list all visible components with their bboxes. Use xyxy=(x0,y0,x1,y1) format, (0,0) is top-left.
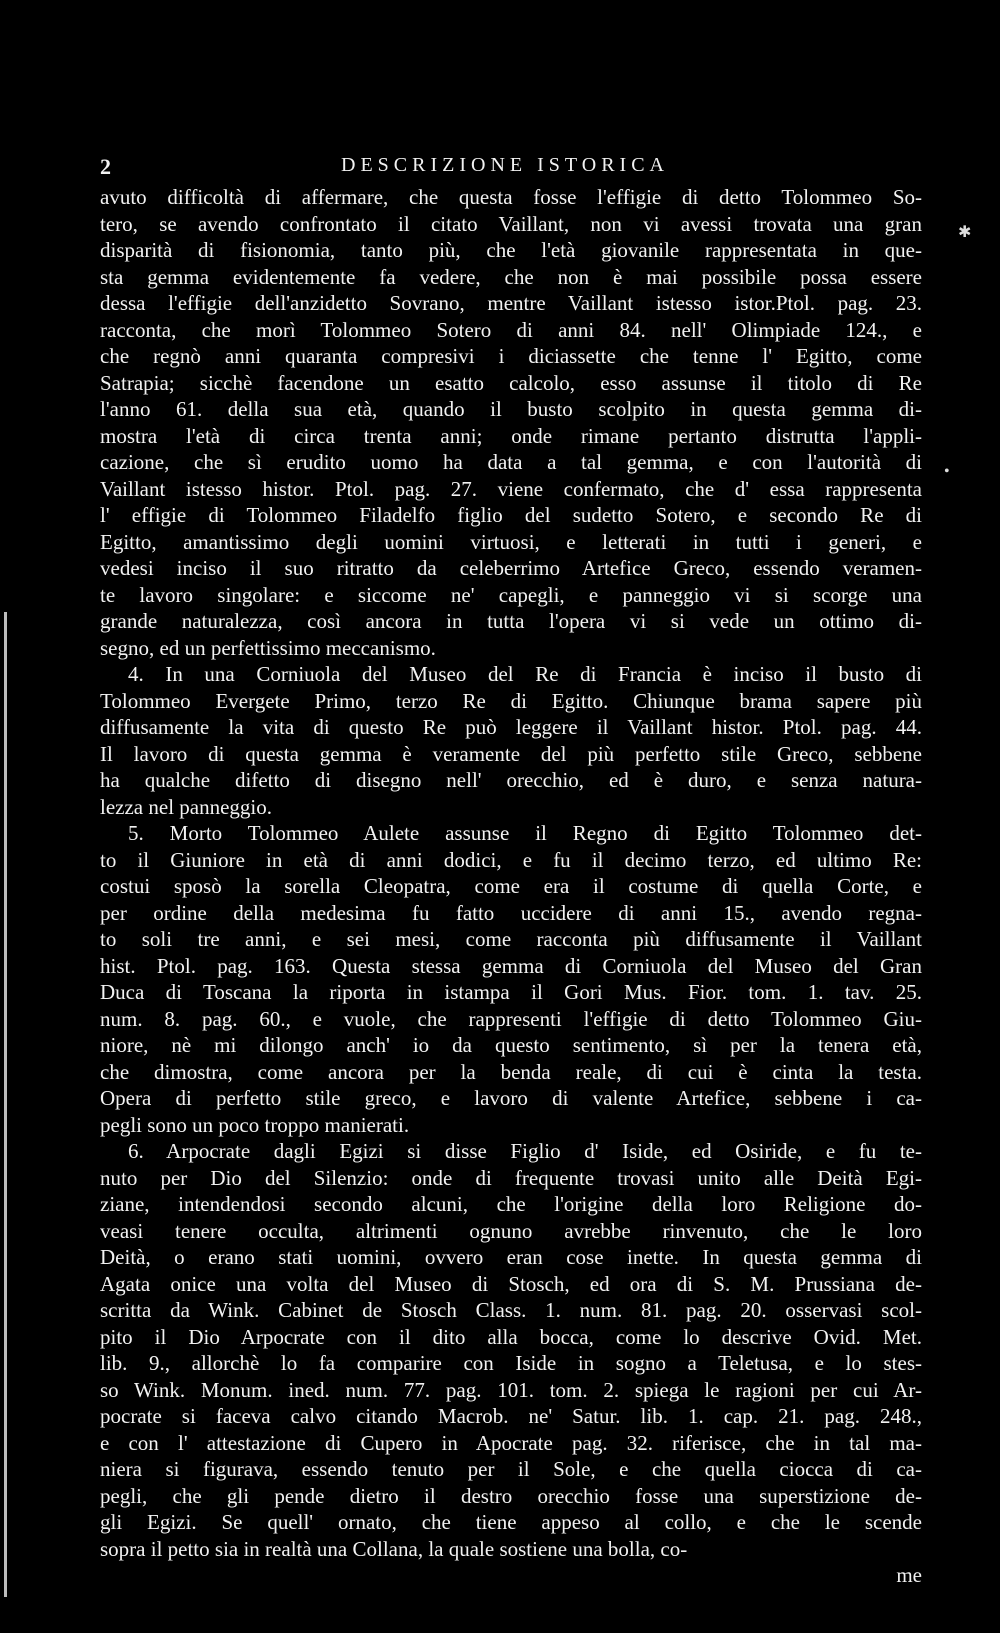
text-line: lezza nel panneggio. xyxy=(100,794,272,819)
text-line: to il Giuniore in età di anni dodici, e fu il decimo terzo, ed ultimo Re: xyxy=(100,847,922,872)
text-line: Vaillant istesso histor. Ptol. pag. 27. viene confermato, che d' essa rappresenta xyxy=(100,476,922,501)
text-line: grande naturalezza, così ancora in tutta l'opera vi si vede un ottimo di- xyxy=(100,609,922,633)
text-line: nuto per Dio del Silenzio: onde di frequente trovasi unito alle Deità Egi- xyxy=(100,1165,922,1190)
text-line: hist. Ptol. pag. 163. Questa stessa gemma di Corniuola del Museo del Gran xyxy=(100,953,922,978)
text-line: dessa l'effigie dell'anzidetto Sovrano, mentre Vaillant istesso istor.Ptol. pag. 23. xyxy=(100,291,922,315)
text-line: avuto difficoltà di affermare, che questa fosse l'effigie di detto Tolommeo So- xyxy=(100,185,922,209)
text-line: ha qualche difetto di disegno nell' orecchio, ed è duro, e senza natura- xyxy=(100,768,922,792)
text-line: segno, ed un perfettissimo meccanismo. xyxy=(100,635,436,660)
text-line: 5. Morto Tolommeo Aulete assunse il Regno di Egitto Tolommeo det- xyxy=(128,821,922,845)
text-line: pegli, che gli pende dietro il destro orecchio fosse una superstizione de- xyxy=(100,1483,922,1508)
running-title: DESCRIZIONE ISTORICA xyxy=(341,154,669,176)
text-line: lib. 9., allorchè lo fa comparire con Iside in sogno a Teletusa, e lo stes- xyxy=(100,1351,922,1375)
text-line: pegli sono un poco troppo manierati. xyxy=(100,1112,410,1137)
text-line: 4. In una Corniuola del Museo del Re di Francia è inciso il busto di xyxy=(128,662,922,686)
page-number: 2 xyxy=(100,154,111,179)
text-line: niore, nè mi dilongo anch' io da questo sentimento, sì per la tenera età, xyxy=(100,1033,922,1057)
text-line: costui sposò la sorella Cleopatra, come era il costume di quella Corte, e xyxy=(100,874,922,898)
text-line: Satrapia; sicchè facendone un esatto calcolo, esso assunse il titolo di Re xyxy=(100,370,922,395)
page-header xyxy=(100,154,910,184)
text-line: e con l' attestazione di Cupero in Apocrate pag. 32. riferisce, che in tal ma- xyxy=(100,1430,922,1455)
text-line: ziane, intendendosi secondo alcuni, che l'origine della loro Religione do- xyxy=(100,1192,922,1216)
text-line: Egitto, amantissimo degli uomini virtuosi, e letterati in tutti i generi, e xyxy=(100,529,922,554)
body-text xyxy=(100,184,922,1589)
text-line: Il lavoro di questa gemma è veramente del più perfetto stile Greco, sebbene xyxy=(100,741,922,766)
text-line: mostra l'età di circa trenta anni; onde rimane pertanto distrutta l'appli- xyxy=(100,423,922,448)
text-line: sopra il petto sia in realtà una Collana, la quale sostiene una bolla, co- xyxy=(100,1536,688,1561)
text-line: Opera di perfetto stile greco, e lavoro di valente Artefice, sebbene i ca- xyxy=(100,1086,922,1110)
text-line: to soli tre anni, e sei mesi, come racconta più diffusamente il Vaillant xyxy=(100,927,922,951)
text-line: per ordine della medesima fu fatto uccidere di anni 15., avendo regna- xyxy=(100,900,922,925)
text-line: te lavoro singolare: e siccome ne' capegli, e panneggio vi si scorge una xyxy=(100,582,922,607)
text-line: so Wink. Monum. ined. num. 77. pag. 101. tom. 2. spiega le ragioni per cui Ar- xyxy=(100,1377,922,1402)
text-line: racconta, che morì Tolommeo Sotero di anni 84. nell' Olimpiade 124., e xyxy=(100,317,922,342)
text-line: Duca di Toscana la riporta in istampa il Gori Mus. Fior. tom. 1. tav. 25. xyxy=(100,980,922,1004)
text-line: l' effigie di Tolommeo Filadelfo figlio del sudetto Sotero, e secondo Re di xyxy=(100,503,922,527)
text-line: Deità, o erano stati uomini, ovvero eran cose inette. In questa gemma di xyxy=(100,1245,922,1269)
text-line: pocrate si faceva calvo citando Macrob. ne' Satur. lib. 1. cap. 21. pag. 248., xyxy=(100,1404,922,1428)
text-line: 6. Arpocrate dagli Egizi si disse Figlio d' Iside, ed Osiride, e fu te- xyxy=(128,1139,922,1163)
catchword: me xyxy=(896,1563,922,1587)
text-line: cazione, che sì erudito uomo ha data a tal gemma, e con l'autorità di xyxy=(100,450,922,474)
text-line: diffusamente la vita di questo Re può leggere il Vaillant histor. Ptol. pag. 44. xyxy=(100,715,922,739)
text-line: sta gemma evidentemente fa vedere, che non è mai possibile possa essere xyxy=(100,264,922,289)
text-line: num. 8. pag. 60., e vuole, che rappresenti l'effigie di detto Tolommeo Giu- xyxy=(100,1006,922,1031)
text-line: scritta da Wink. Cabinet de Stosch Class. 1. num. 81. pag. 20. osservasi scol- xyxy=(100,1298,922,1322)
text-line: Agata onice una volta del Museo di Stosch, ed ora di S. M. Prussiana de- xyxy=(100,1271,922,1296)
text-line: niera si figurava, essendo tenuto per il Sole, e che quella ciocca di ca- xyxy=(100,1457,922,1481)
text-line: veasi tenere occulta, altrimenti ognuno avrebbe rinvenuto, che le loro xyxy=(100,1218,922,1243)
margin-mark: ✱ xyxy=(958,224,972,241)
text-line: pito il Dio Arpocrate con il dito alla bocca, come lo descrive Ovid. Met. xyxy=(100,1324,922,1349)
text-line: che dimostra, come ancora per la benda reale, di cui è cinta la testa. xyxy=(100,1059,922,1084)
text-line: Tolommeo Evergete Primo, terzo Re di Egitto. Chiunque brama sapere più xyxy=(100,688,922,713)
page-edge-shadow xyxy=(4,612,7,1597)
text-line: vedesi inciso il suo ritratto da celeberrimo Artefice Greco, essendo veramen- xyxy=(100,556,922,580)
text-line: disparità di fisionomia, tanto più, che l'età giovanile rappresentata in que- xyxy=(100,238,922,262)
text-line: gli Egizi. Se quell' ornato, che tiene appeso al collo, e che le scende xyxy=(100,1510,922,1534)
margin-dot: • xyxy=(944,463,950,480)
text-line: tero, se avendo confrontato il citato Vaillant, non vi avessi trovata una gran xyxy=(100,211,922,236)
text-line: l'anno 61. della sua età, quando il busto scolpito in questa gemma di- xyxy=(100,397,922,421)
text-line: che regnò anni quaranta compresivi i diciassette che tenne l' Egitto, come xyxy=(100,344,922,368)
